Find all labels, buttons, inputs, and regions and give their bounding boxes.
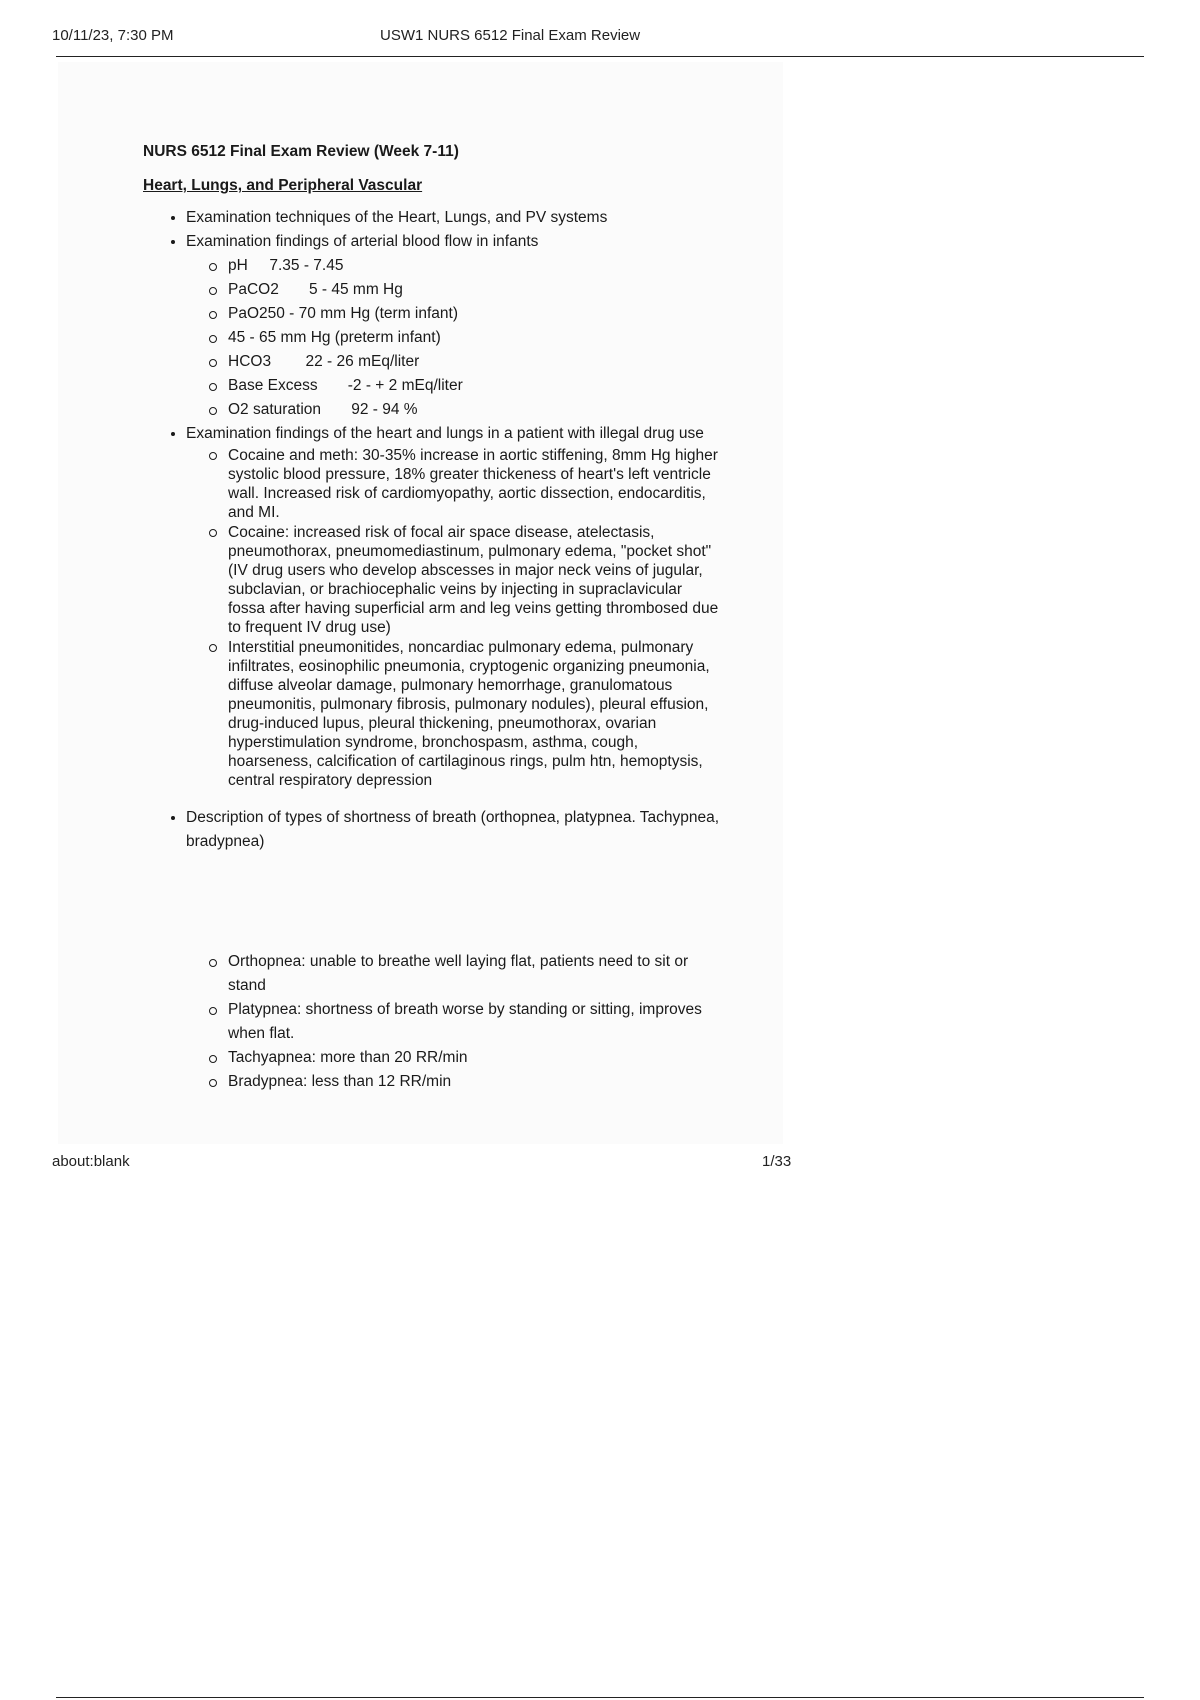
sub-list-item: Bradypnea: less than 12 RR/min [228, 1070, 723, 1094]
sub-list-item: pH 7.35 - 7.45 [228, 254, 723, 278]
sub-bullet-list [186, 254, 723, 422]
list-item [186, 422, 723, 790]
sub-list-item: O2 saturation 92 - 94 % [228, 398, 723, 422]
bullet-text: Description of types of shortness of breath (orthopnea, platypnea. Tachypnea, bradypnea) [186, 809, 720, 850]
bullet-text: Examination techniques of the Heart, Lungs, and PV systems [186, 209, 608, 226]
list-item [186, 206, 723, 230]
sub-list-item: Platypnea: shortness of breath worse by standing or sitting, improves when flat. [228, 998, 723, 1046]
list-item [186, 230, 723, 422]
print-header [52, 27, 1142, 51]
document-body [143, 140, 723, 1094]
sub-list-item: Cocaine: increased risk of focal air space disease, atelectasis, pneumothorax, pneumomediastinum, pulmonary edema, "pocket shot" (IV drug users who develop abscesses in major neck veins of jugular, subclavian, or brachiocephalic veins by injecting in supraclavicular fossa after having superficial arm and leg veins getting thrombosed due to frequent IV drug use) [228, 523, 723, 637]
bullet-text: Examination findings of arterial blood flow in infants [186, 233, 539, 250]
footer-rule [56, 1697, 1144, 1698]
blank-space [186, 854, 723, 950]
sub-bullet-list [186, 446, 723, 790]
list-item [186, 806, 723, 1094]
print-datetime: 10/11/23, 7:30 PM [52, 27, 174, 44]
print-title: USW1 NURS 6512 Final Exam Review [380, 27, 641, 44]
main-bullet-list [143, 206, 723, 1094]
sub-bullet-list [186, 950, 723, 1094]
header-rule [56, 56, 1144, 57]
sub-list-item: HCO3 22 - 26 mEq/liter [228, 350, 723, 374]
sub-list-item: Cocaine and meth: 30-35% increase in aortic stiffening, 8mm Hg higher systolic blood pressure, 18% greater thickeness of heart's left ventricle wall. Increased risk of cardiomyopathy, aortic dissection, endocarditis, and MI. [228, 446, 723, 522]
bullet-text: Examination findings of the heart and lungs in a patient with illegal drug use [186, 425, 704, 442]
sub-list-item: Orthopnea: unable to breathe well laying flat, patients need to sit or stand [228, 950, 723, 998]
document-title: NURS 6512 Final Exam Review (Week 7-11) [143, 143, 459, 160]
section-heading: Heart, Lungs, and Peripheral Vascular [143, 177, 423, 194]
sub-list-item: Base Excess -2 - + 2 mEq/liter [228, 374, 723, 398]
sub-list-item: Tachyapnea: more than 20 RR/min [228, 1046, 723, 1070]
sub-list-item: PaCO2 5 - 45 mm Hg [228, 278, 723, 302]
sub-list-item: Interstitial pneumonitides, noncardiac pulmonary edema, pulmonary infiltrates, eosinophilic pneumonia, cryptogenic organizing pneumonia, diffuse alveolar damage, pulmonary hemorrhage, granulomatous pneumonitis, pulmonary fibrosis, pulmonary nodules), pleural effusion, drug-induced lupus, pleural thickening, pneumothorax, ovarian hyperstimulation syndrome, bronchospasm, asthma, cough, hoarseness, calcification of cartilaginous rings, pulm htn, hemoptysis, central respiratory depression [228, 638, 723, 790]
print-page-number: 1/33 [762, 1153, 792, 1170]
print-footer-url: about:blank [52, 1153, 130, 1170]
sub-list-item: 45 - 65 mm Hg (preterm infant) [228, 326, 723, 350]
sub-list-item: PaO250 - 70 mm Hg (term infant) [228, 302, 723, 326]
